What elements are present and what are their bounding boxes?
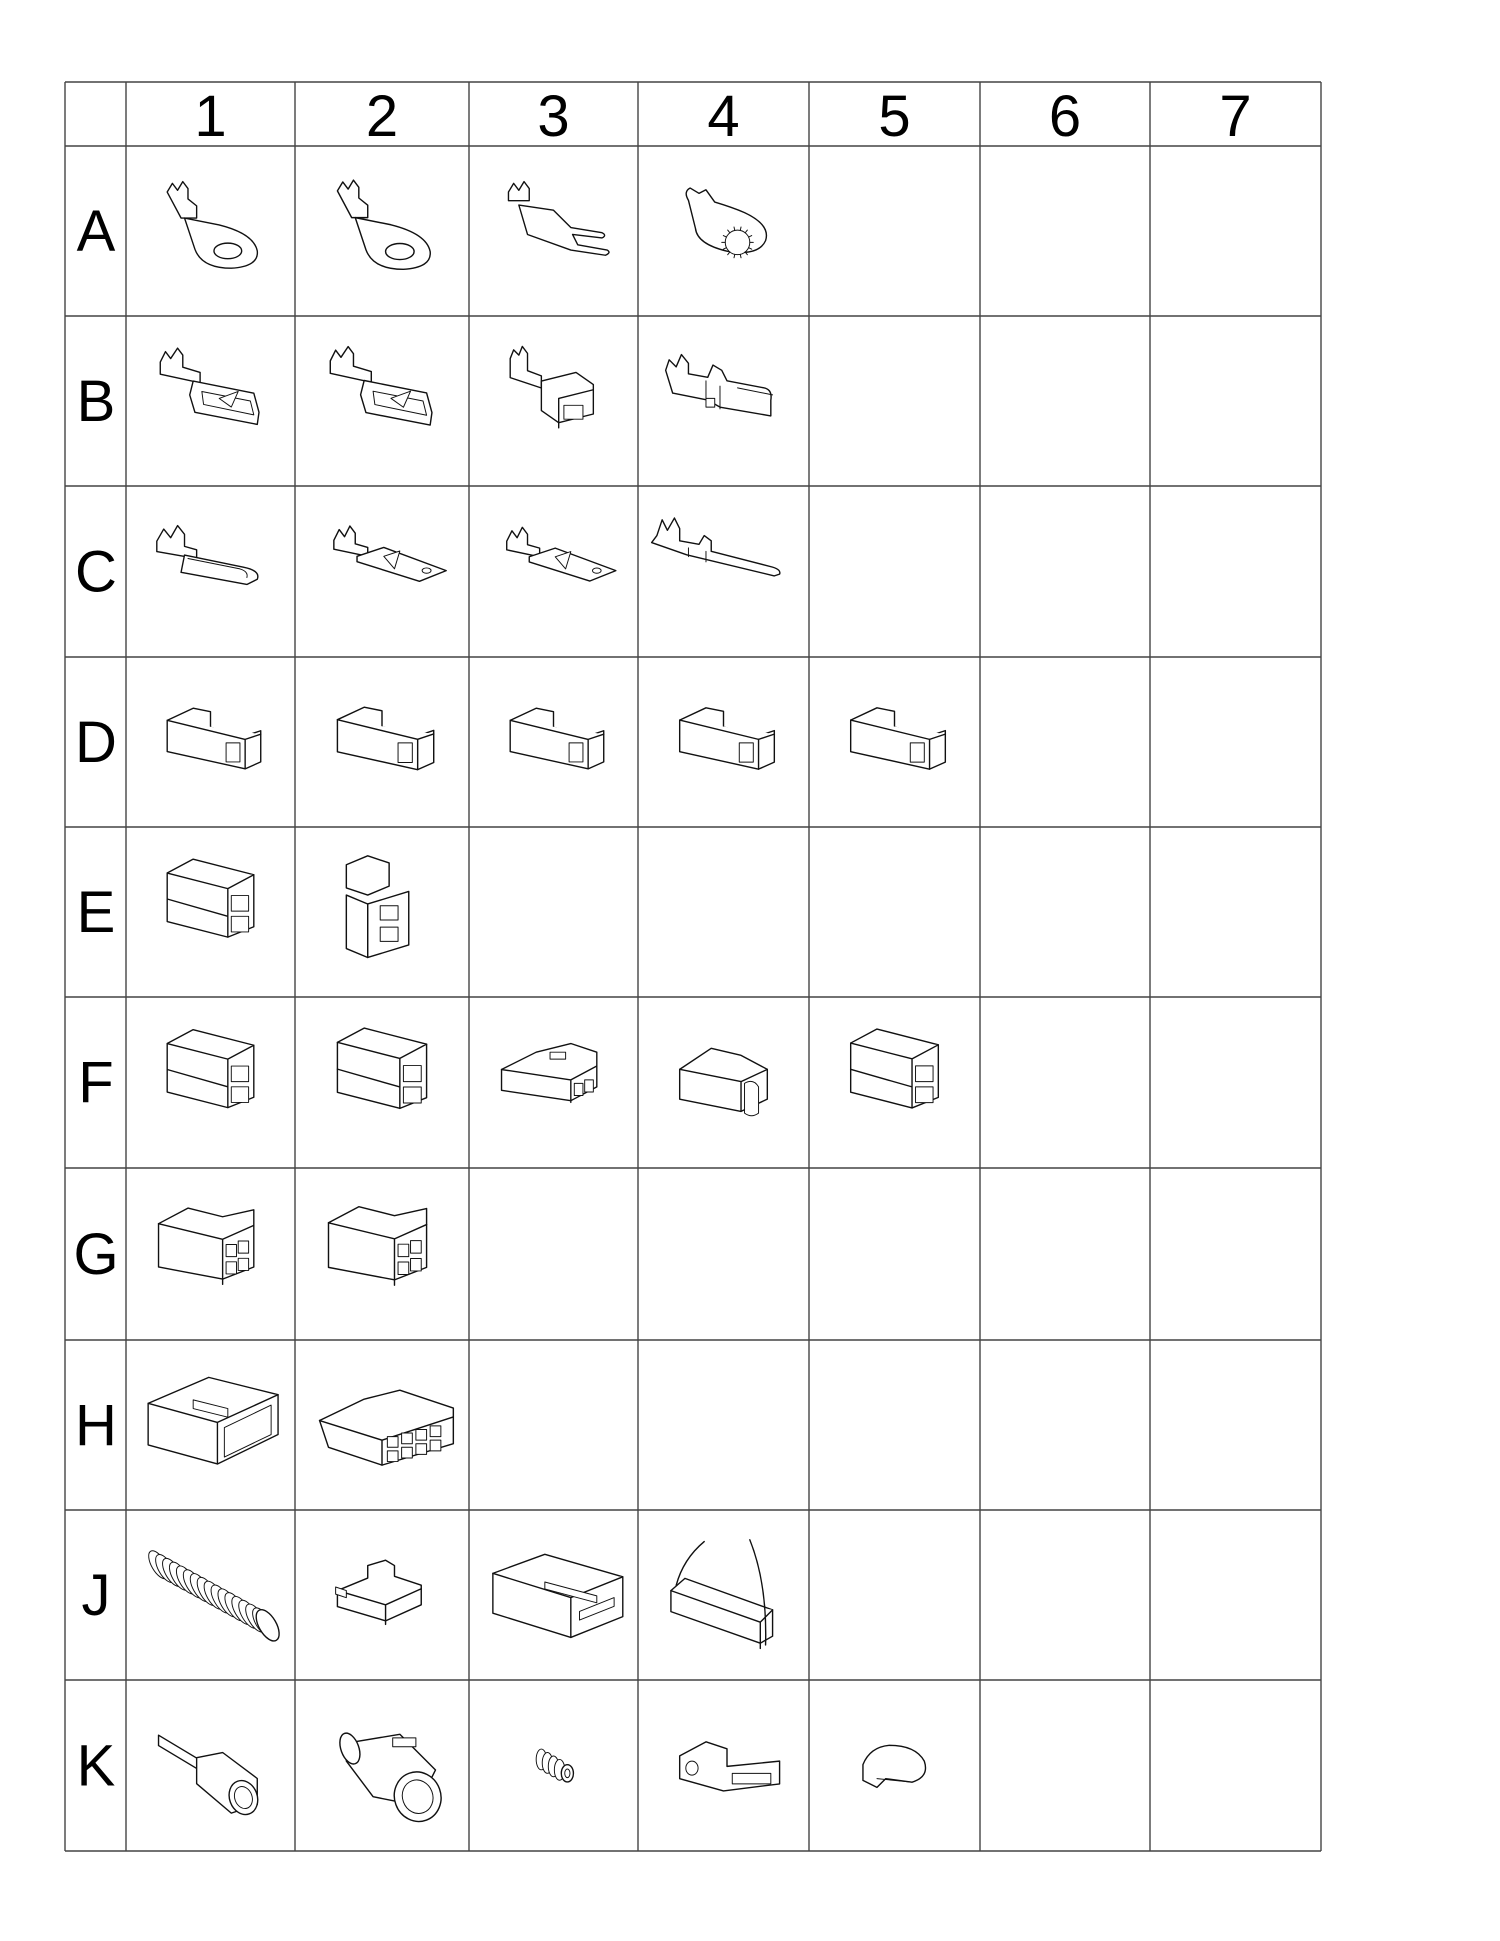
row-header: G xyxy=(73,1222,119,1287)
female-receptacle-terminal-icon xyxy=(666,355,773,416)
row-header: E xyxy=(76,880,116,945)
column-header: 6 xyxy=(1048,84,1082,149)
single-connector-housing-icon xyxy=(680,708,775,769)
two-way-connector-icon xyxy=(167,859,254,937)
column-header: 1 xyxy=(194,84,227,149)
single-connector-housing-icon xyxy=(167,708,261,769)
column-header: 4 xyxy=(707,84,740,149)
part-illustrations xyxy=(145,180,946,1828)
two-way-stacked-connector-icon xyxy=(346,856,408,958)
two-way-connector-icon xyxy=(337,1028,426,1108)
column-header: 2 xyxy=(365,84,399,149)
row-header: C xyxy=(75,539,117,605)
long-connector-housing-icon xyxy=(148,1377,278,1464)
row-headers xyxy=(73,199,118,1799)
fuse-holder-with-wire-icon xyxy=(671,1540,773,1649)
fuse-holder-icon xyxy=(493,1554,623,1637)
eight-way-connector-icon xyxy=(320,1390,454,1465)
corrugated-tube-icon xyxy=(145,1548,284,1645)
row-header: B xyxy=(76,369,116,434)
row-header: A xyxy=(76,199,116,264)
column-headers xyxy=(194,84,1251,149)
single-connector-housing-icon xyxy=(510,708,604,769)
latched-connector-icon xyxy=(680,1048,768,1115)
wire-clip-icon xyxy=(863,1745,926,1787)
ring-terminal-icon xyxy=(337,180,430,269)
column-header: 7 xyxy=(1219,84,1252,149)
male-pin-terminal-icon xyxy=(652,518,780,576)
sealed-terminal-icon xyxy=(159,1735,263,1818)
column-header: 5 xyxy=(878,84,911,149)
row-header: J xyxy=(81,1563,111,1628)
two-way-connector-icon xyxy=(851,1029,939,1108)
single-connector-housing-icon xyxy=(851,708,946,769)
row-header: F xyxy=(78,1050,114,1116)
female-box-terminal-icon xyxy=(510,346,593,427)
row-header: H xyxy=(75,1393,117,1458)
insulated-flag-terminal-icon xyxy=(680,1742,780,1791)
rubber-boot-icon xyxy=(336,1730,448,1828)
male-tab-terminal-icon xyxy=(334,526,446,581)
toothed-ring-terminal-icon xyxy=(686,188,766,258)
row-header: D xyxy=(75,710,117,775)
blade-fuse-icon xyxy=(336,1560,422,1624)
female-flag-terminal-icon xyxy=(330,347,432,425)
column-header: 3 xyxy=(537,84,570,149)
female-flag-terminal-icon xyxy=(160,348,259,424)
male-blade-terminal-icon xyxy=(157,526,258,585)
ring-terminal-icon xyxy=(167,182,257,269)
single-connector-housing-icon xyxy=(337,707,433,769)
four-way-connector-icon xyxy=(159,1208,254,1284)
spade-fork-terminal-icon xyxy=(508,182,609,256)
row-header: K xyxy=(76,1733,116,1799)
wire-seal-icon xyxy=(536,1749,573,1782)
four-way-connector-icon xyxy=(328,1207,426,1285)
male-tab-terminal-icon xyxy=(507,527,616,581)
two-way-connector-icon xyxy=(167,1030,254,1108)
three-way-connector-icon xyxy=(502,1044,597,1103)
